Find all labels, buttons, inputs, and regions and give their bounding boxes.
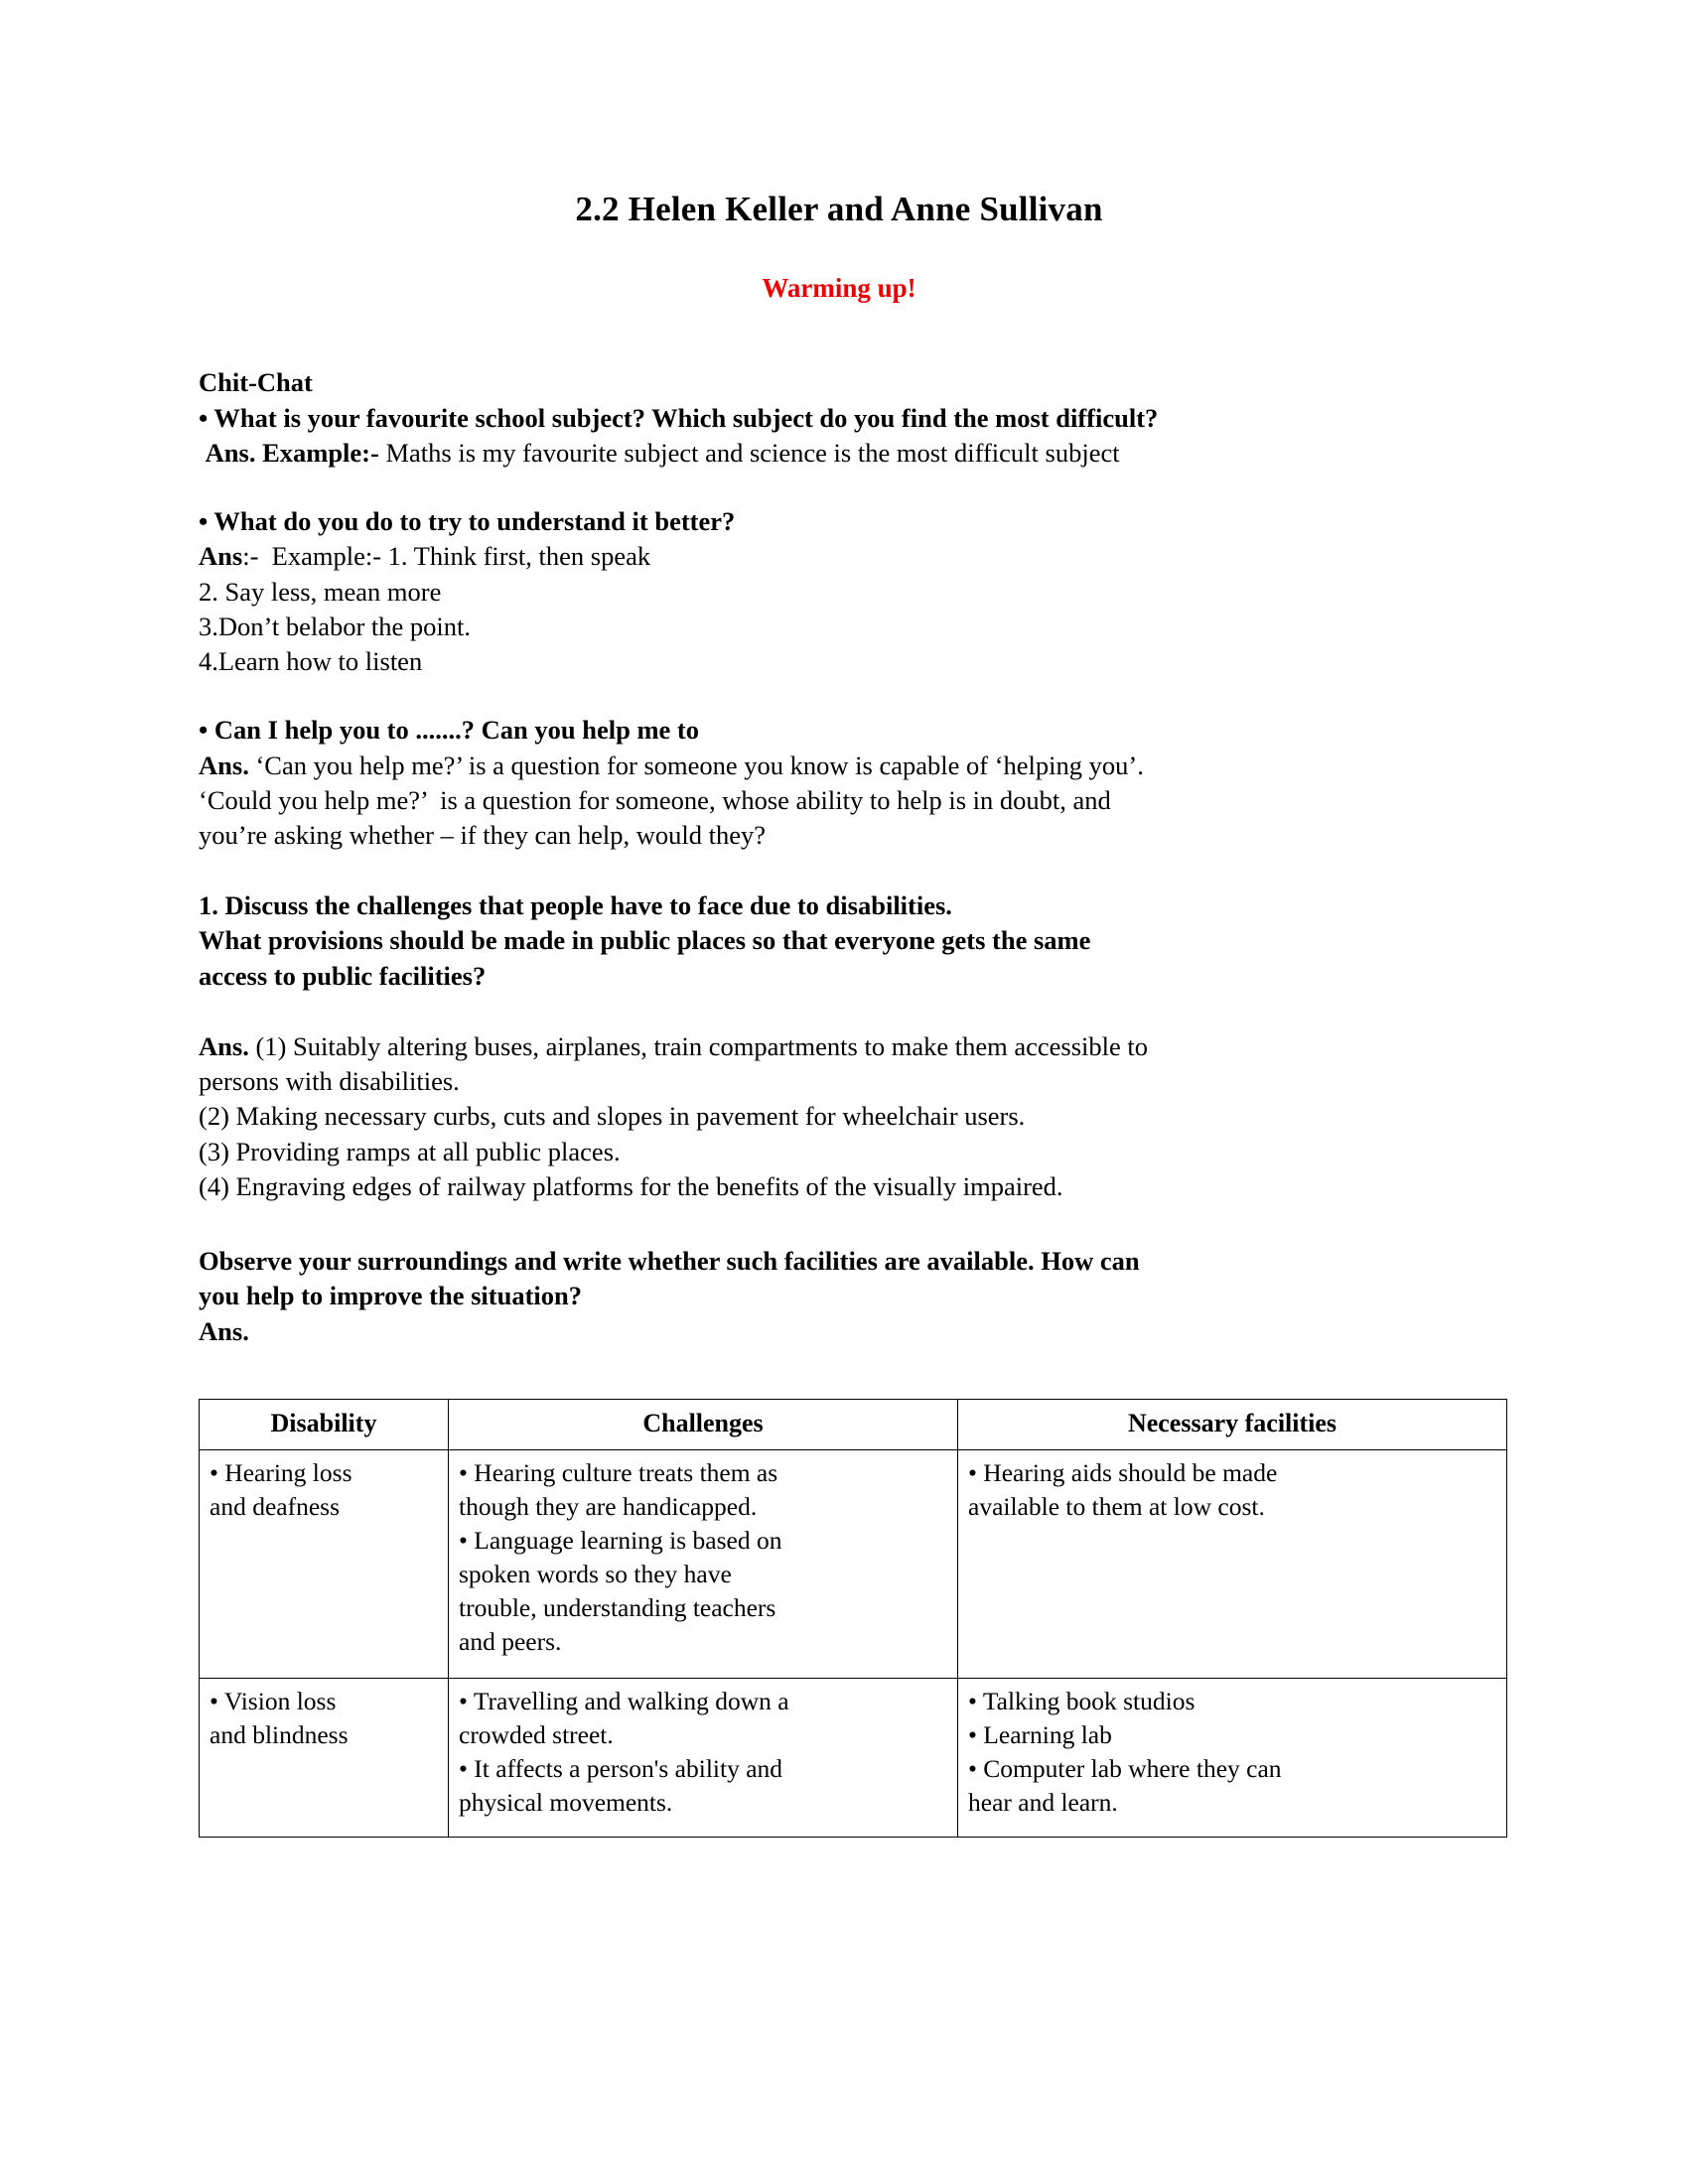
cell-facilities-hearing [958,1450,1507,1679]
cell-disability-vision [200,1679,449,1838]
spacer [199,1204,1479,1244]
chitchat-item-2 [199,504,1479,679]
chitchat-answer-3-line-1 [199,749,1479,783]
question-2-line-1: Observe your surroundings and write whether such facilities are available. How can [199,1246,1140,1277]
chitchat-heading: Chit-Chat [199,367,313,398]
question-1-answer-label: Ans. [199,1030,249,1061]
page-title: 2.2 Helen Keller and Anne Sullivan [575,190,1103,228]
question-1-line-3: access to public facilities? [199,960,487,991]
answer-3-text: ‘Can you help me?’ is a question for someone you know is capable of ‘helping you’. [248,750,1144,780]
chitchat-answer-1 [199,436,1479,471]
cell-text-line: though they are handicapped. [459,1492,758,1522]
cell-text-line: and deafness [210,1492,340,1522]
column-header-necessary-facilities: Necessary facilities [958,1399,1507,1450]
cell-text-line: • Travelling and walking down a [459,1687,789,1716]
answer-2-text: :- Example:- 1. Think first, then speak [242,541,651,572]
cell-text-line: • Vision loss [210,1687,337,1716]
table-header-row [200,1399,1507,1450]
cell-text-line: crowded street. [459,1720,614,1750]
column-header-disability: Disability [200,1399,449,1450]
cell-text-line: • Talking book studios [968,1687,1196,1716]
table-body [200,1450,1507,1838]
question-1-answer-line-4: (3) Providing ramps at all public places. [199,1136,621,1166]
cell-text-line: trouble, understanding teachers [459,1592,776,1622]
cell-text-line: • It affects a person's ability and [459,1754,783,1784]
question-1-answer-line-5: (4) Engraving edges of railway platforms for the benefits of the visually impaired. [199,1170,1063,1201]
chitchat-question-3: • Can I help you to .......? Can you help me to [199,715,700,746]
answer-1-label: Ans. Example:- [199,437,379,468]
spacer [199,853,1479,888]
cell-facilities-vision [958,1679,1507,1838]
question-1-answer-line-3: (2) Making necessary curbs, cuts and slopes in pavement for wheelchair users. [199,1101,1026,1132]
chitchat-question-2: • What do you do to try to understand it better? [199,506,736,537]
answer-2-point-2: 2. Say less, mean more [199,576,442,607]
cell-text-line: • Language learning is based on [459,1526,782,1556]
question-1-answer-text: (1) Suitably altering buses, airplanes, train compartments to make them accessible to [248,1030,1148,1061]
chitchat-question-1: • What is your favourite school subject? Which subject do you find the most difficult? [199,402,1159,433]
chitchat-answer-3-line-2: ‘Could you help me?’ is a question for someone, whose ability to help is in doubt, and [199,784,1111,815]
question-1-answer-block [199,1029,1479,1204]
question-2-line-2: you help to improve the situation? [199,1281,582,1311]
answer-2-point-3: 3.Don’t belabor the point. [199,611,472,641]
cell-text-line: spoken words so they have [459,1560,732,1589]
section-subtitle-warming-up: Warming up! [762,273,916,303]
cell-text-line: • Hearing culture treats them as [459,1458,778,1488]
answer-2-point-4: 4.Learn how to listen [199,646,423,677]
cell-text-line: • Hearing loss [210,1458,352,1488]
chitchat-item-3 [199,713,1479,853]
question-1-answer-line-1 [199,1029,1479,1064]
cell-challenges-hearing [449,1450,958,1679]
question-1-line-2: What provisions should be made in public places so that everyone gets the same [199,925,1091,956]
question-1-line-1: 1. Discuss the challenges that people have to face due to disabilities. [199,890,952,921]
cell-challenges-vision [449,1679,958,1838]
document-body [199,0,1479,1838]
answer-1-text: Maths is my favourite subject and science is the most difficult subject [378,437,1120,468]
question-1-block [199,888,1479,994]
cell-text-line: and blindness [210,1720,349,1750]
spacer [199,679,1479,713]
chitchat-section [199,304,1479,471]
cell-disability-hearing [200,1450,449,1679]
cell-text-line: • Learning lab [968,1720,1112,1750]
column-header-challenges: Challenges [449,1399,958,1450]
answer-2-label: Ans [199,541,243,572]
table-row [200,1450,1507,1679]
facilities-table [199,1399,1507,1839]
cell-text-line: hear and learn. [968,1788,1118,1818]
question-2-answer-label: Ans. [199,1315,249,1346]
chitchat-answer-3-line-3: you’re asking whether – if they can help, would they? [199,819,767,850]
cell-text-line: physical movements. [459,1788,673,1818]
cell-text-line: and peers. [459,1626,562,1656]
chitchat-answer-2 [199,539,1479,574]
answer-3-label: Ans. [199,750,249,780]
question-2-block [199,1244,1479,1349]
spacer [199,994,1479,1029]
cell-text-line: • Hearing aids should be made [968,1458,1278,1488]
table-head [200,1399,1507,1450]
table-row [200,1679,1507,1838]
spacer [199,471,1479,504]
question-1-answer-line-2: persons with disabilities. [199,1066,460,1097]
cell-text-line: available to them at low cost. [968,1492,1265,1522]
cell-text-line: • Computer lab where they can [968,1754,1282,1784]
